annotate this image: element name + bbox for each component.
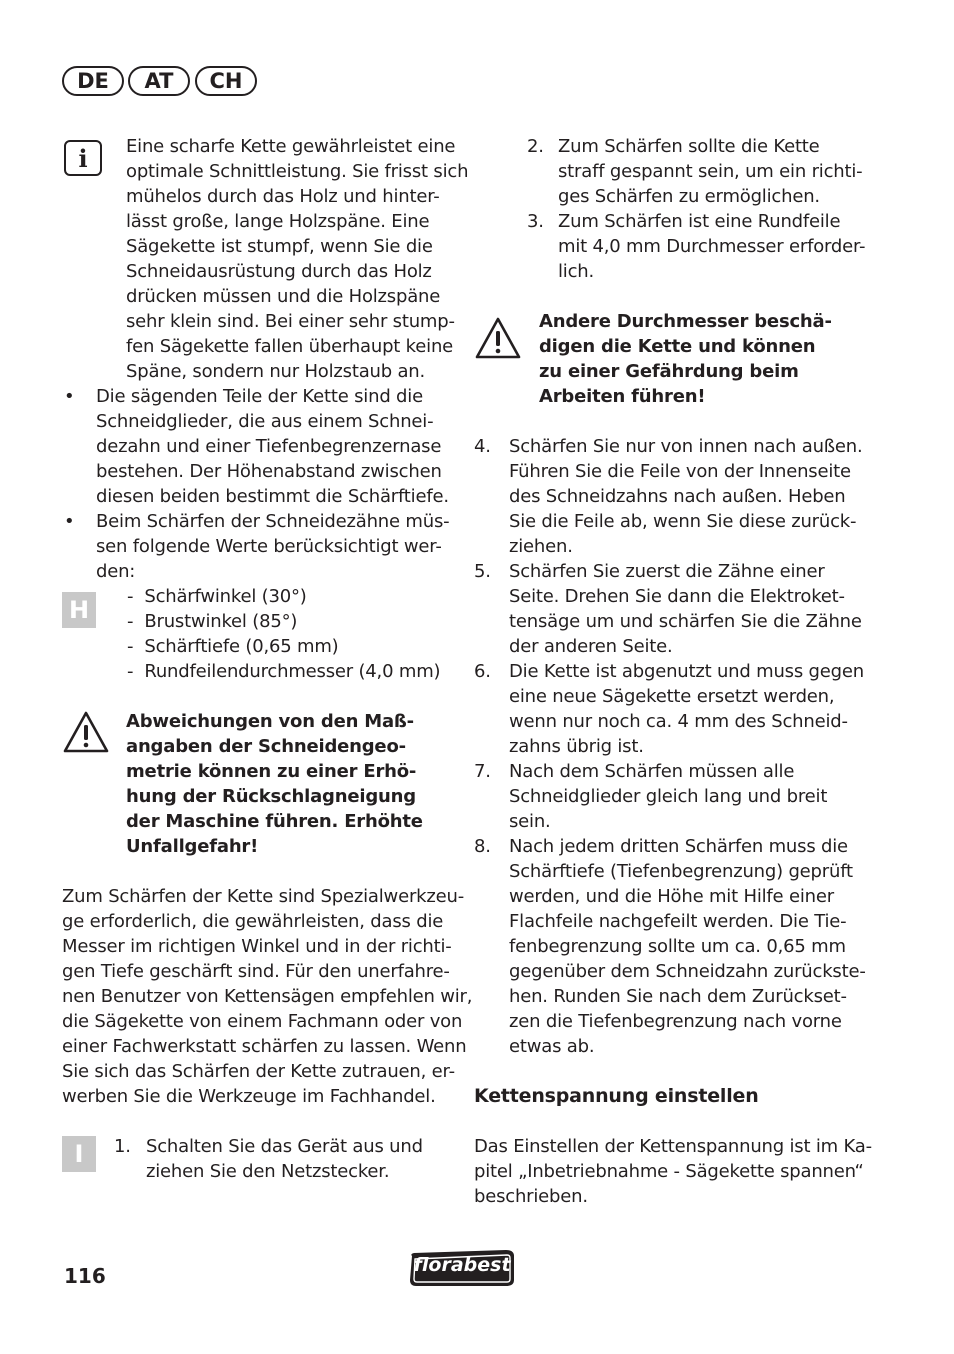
text-line: Sie die Feile ab, wenn Sie diese zurück- (509, 511, 857, 532)
step-number: 5. (474, 561, 491, 582)
final-paragraph (474, 1134, 872, 1209)
text-line: Unfallgefahr! (126, 836, 259, 857)
text-line: Eine scharfe Kette gewährleistet eine (126, 136, 456, 157)
text-line: sen folgende Werte berücksichtigt wer- (96, 536, 442, 557)
florabest-logo (406, 1246, 518, 1288)
step-number: 6. (474, 661, 491, 682)
text-line: fenbegrenzung sollte um ca. 0,65 mm (509, 936, 846, 957)
text-line: ziehen. (509, 536, 573, 557)
text-line: Schneidglieder gleich lang und breit (509, 786, 828, 807)
warning-text-2 (539, 309, 832, 409)
text-line: Die Kette ist abgenutzt und muss gegen (509, 661, 864, 682)
text-line: ges Schärfen zu ermöglichen. (558, 186, 820, 207)
dash-item: - Schärfwinkel (30°) (127, 586, 307, 607)
dash-item-text: Brustwinkel (85°) (144, 611, 298, 632)
text-line: angaben der Schneidengeo- (126, 736, 406, 757)
step-number: 7. (474, 761, 491, 782)
text-line: des Schneidzahns nach außen. Heben (509, 486, 846, 507)
text-line: Schärfen Sie nur von innen nach außen. (509, 436, 863, 457)
text-line: wenn nur noch ca. 4 mm des Schneid- (509, 711, 848, 732)
step-number: 8. (474, 836, 491, 857)
text-line: Schärftiefe (Tiefenbegrenzung) geprüft (509, 861, 853, 882)
text-line: digen die Kette und können (539, 336, 816, 357)
page-number: 116 (64, 1264, 106, 1288)
text-line: tensäge um und schärfen Sie die Zähne (509, 611, 862, 632)
section-tab-i: I (62, 1136, 96, 1172)
bullet-item-1 (96, 384, 449, 509)
info-text (126, 134, 468, 384)
country-badge-at: AT (128, 66, 190, 96)
text-line: Sie sich das Schärfen der Kette zutrauen, er- (62, 1061, 455, 1082)
text-line: werden, und die Höhe mit Hilfe einer (509, 886, 834, 907)
step-6 (509, 659, 864, 759)
text-line: Nach dem Schärfen müssen alle (509, 761, 795, 782)
text-line: Schalten Sie das Gerät aus und (146, 1136, 423, 1157)
dash-item-text: Rundfeilendurchmesser (4,0 mm) (144, 661, 441, 682)
text-line: zu einer Gefährdung beim (539, 361, 799, 382)
text-line: lässt große, lange Holzspäne. Eine (126, 211, 430, 232)
text-line: Zum Schärfen der Kette sind Spezialwerkzeu- (62, 886, 464, 907)
step-number: 2. (527, 136, 544, 157)
text-line: sehr klein sind. Bei einer sehr stump- (126, 311, 455, 332)
step-number: 1. (114, 1136, 131, 1157)
text-line: zahns übrig ist. (509, 736, 644, 757)
section-heading: Kettenspannung einstellen (474, 1085, 759, 1107)
text-line: Messer im richtigen Winkel und in der richti- (62, 936, 452, 957)
text-line: ziehen Sie den Netzstecker. (146, 1161, 390, 1182)
step-3 (558, 209, 865, 284)
text-line: Schneidausrüstung durch das Holz (126, 261, 432, 282)
text-line: Abweichungen von den Maß- (126, 711, 414, 732)
text-line: straff gespannt sein, um ein richti- (558, 161, 863, 182)
text-line: Arbeiten führen! (539, 386, 706, 407)
section-tab-h: H (62, 592, 96, 628)
text-line: Flachfeile nachgefeilt werden. Die Tie- (509, 911, 847, 932)
warning-text-1 (126, 709, 423, 859)
dash-item-text: Schärftiefe (0,65 mm) (144, 636, 339, 657)
bullet-dot: • (64, 386, 75, 407)
text-line: der anderen Seite. (509, 636, 673, 657)
text-line: Das Einstellen der Kettenspannung ist im Ka- (474, 1136, 872, 1157)
text-line: Zum Schärfen sollte die Kette (558, 136, 820, 157)
logo-text: florabest (413, 1254, 511, 1276)
text-line: dezahn und einer Tiefenbegrenzernase (96, 436, 442, 457)
bullet-item-2 (96, 509, 449, 584)
warning-icon (474, 316, 522, 360)
step-5 (509, 559, 862, 659)
step-4 (509, 434, 863, 559)
text-line: der Maschine führen. Erhöhte (126, 811, 423, 832)
text-line: Späne, sondern nur Holzstaub an. (126, 361, 426, 382)
text-line: etwas ab. (509, 1036, 595, 1057)
text-line: Seite. Drehen Sie dann die Elektroket- (509, 586, 845, 607)
dash-list (127, 584, 440, 684)
text-line: Sägekette ist stumpf, wenn Sie die (126, 236, 433, 257)
dash-item: - Schärftiefe (0,65 mm) (127, 636, 339, 657)
step-8 (509, 834, 866, 1059)
text-line: Schärfen Sie zuerst die Zähne einer (509, 561, 825, 582)
text-line: drücken müssen und die Holzspäne (126, 286, 441, 307)
step-2 (558, 134, 862, 209)
text-line: Führen Sie die Feile von der Innenseite (509, 461, 851, 482)
text-line: Nach jedem dritten Schärfen muss die (509, 836, 848, 857)
warning-icon (62, 710, 110, 754)
text-line: lich. (558, 261, 595, 282)
text-line: fen Sägekette fallen überhaupt keine (126, 336, 454, 357)
text-line: einer Fachwerkstatt schärfen zu lassen. Wenn (62, 1036, 467, 1057)
text-line: Andere Durchmesser beschä- (539, 311, 832, 332)
body-paragraph (62, 884, 472, 1109)
step-number: 4. (474, 436, 491, 457)
text-line: sein. (509, 811, 551, 832)
step-1 (146, 1134, 423, 1184)
step-7 (509, 759, 827, 834)
text-line: bestehen. Der Höhenabstand zwischen (96, 461, 442, 482)
text-line: eine neue Sägekette ersetzt werden, (509, 686, 835, 707)
text-line: die Sägekette von einem Fachmann oder von (62, 1011, 463, 1032)
text-line: hen. Runden Sie nach dem Zurückset- (509, 986, 847, 1007)
text-line: ge erforderlich, die gewährleisten, dass die (62, 911, 444, 932)
text-line: gegenüber dem Schneidzahn zurückste- (509, 961, 866, 982)
text-line: nen Benutzer von Kettensägen empfehlen wir, (62, 986, 473, 1007)
text-line: gen Tiefe geschärft sind. Für den unerfahre- (62, 961, 450, 982)
dash-item-text: Schärfwinkel (30°) (144, 586, 307, 607)
dash-item: - Brustwinkel (85°) (127, 611, 298, 632)
text-line: Schneidglieder, die aus einem Schnei- (96, 411, 434, 432)
text-line: mühelos durch das Holz und hinter- (126, 186, 440, 207)
text-line: den: (96, 561, 136, 582)
text-line: Zum Schärfen ist eine Rundfeile (558, 211, 841, 232)
text-line: Beim Schärfen der Schneidezähne müs- (96, 511, 450, 532)
text-line: mit 4,0 mm Durchmesser erforder- (558, 236, 866, 257)
dash-item: - Rundfeilendurchmesser (4,0 mm) (127, 661, 441, 682)
text-line: metrie können zu einer Erhö- (126, 761, 417, 782)
bullet-dot: • (64, 511, 75, 532)
text-line: optimale Schnittleistung. Sie frisst sich (126, 161, 469, 182)
text-line: zen die Tiefenbegrenzung nach vorne (509, 1011, 842, 1032)
text-line: pitel „Inbetriebnahme - Sägekette spannen“ (474, 1161, 864, 1182)
step-number: 3. (527, 211, 544, 232)
text-line: Die sägenden Teile der Kette sind die (96, 386, 423, 407)
text-line: werben Sie die Werkzeuge im Fachhandel. (62, 1086, 436, 1107)
text-line: diesen beiden bestimmt die Schärftiefe. (96, 486, 449, 507)
info-icon: i (64, 140, 102, 176)
country-badge-de: DE (62, 66, 124, 96)
text-line: beschrieben. (474, 1186, 588, 1207)
country-badge-ch: CH (195, 66, 257, 96)
text-line: hung der Rückschlagneigung (126, 786, 416, 807)
